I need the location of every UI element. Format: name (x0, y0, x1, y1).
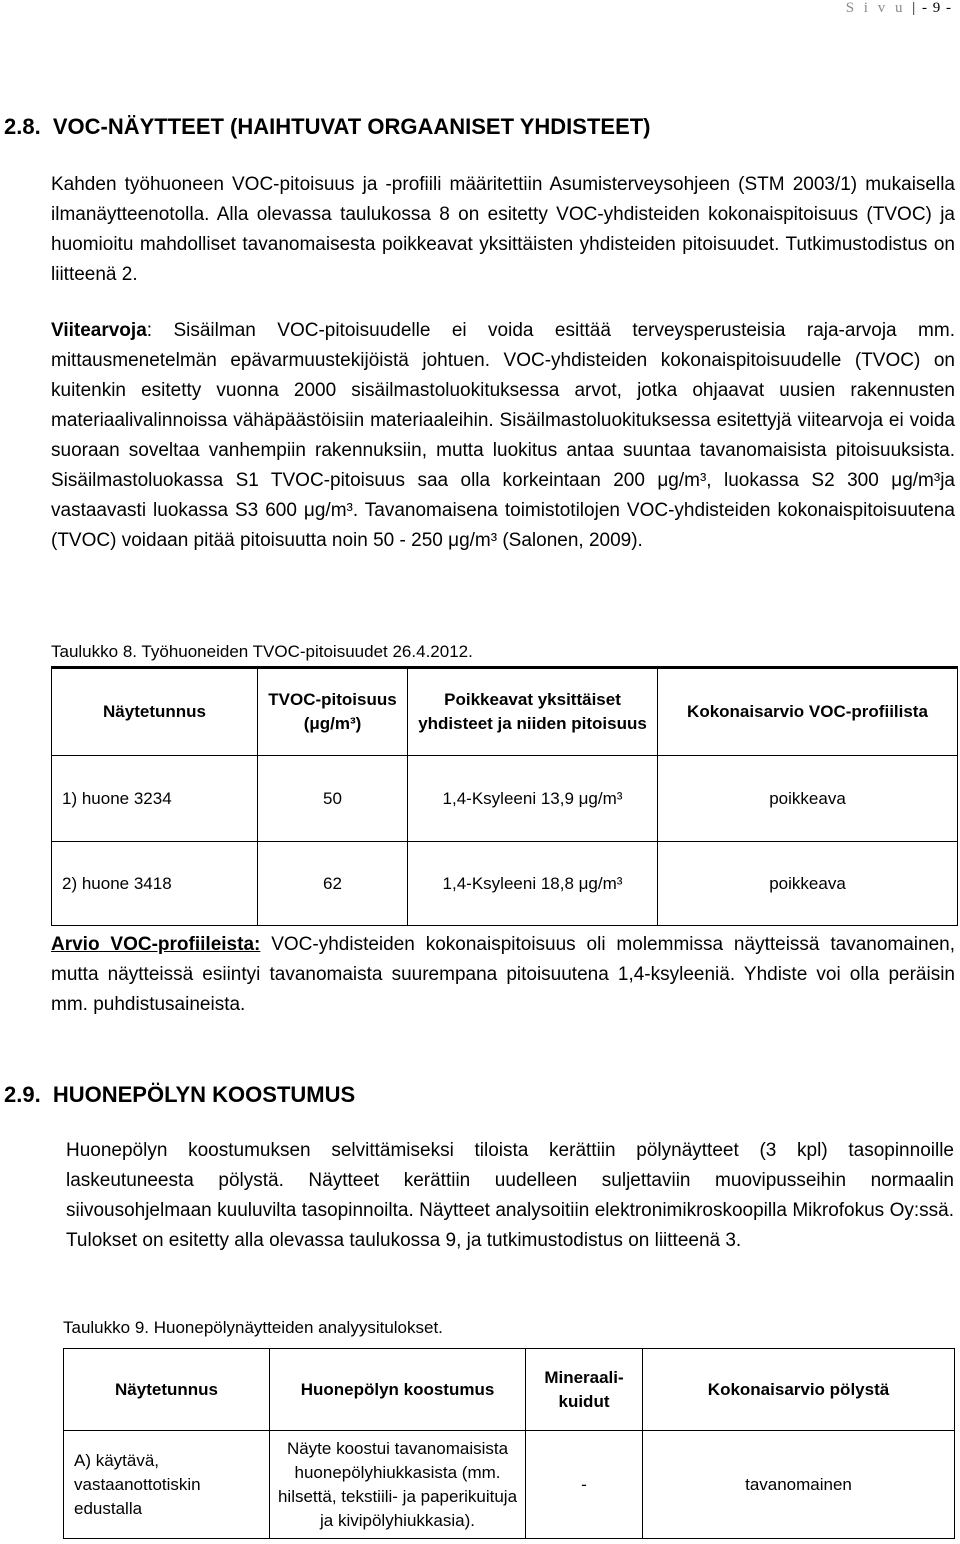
section-title: VOC-NÄYTTEET (HAIHTUVAT ORGAANISET YHDISTEET) (52, 114, 651, 139)
cell-composition: Näyte koostui tavanomaisista huonepölyhiukkasista (mm. hilsettä, tekstiili- ja paperikuituja ja kivipölyhiukkasia). (270, 1431, 526, 1539)
section-title: HUONEPÖLYN KOOSTUMUS (52, 1082, 356, 1107)
header-composition: Huonepölyn koostumus (270, 1349, 526, 1431)
cell-assessment: poikkeava (658, 756, 958, 842)
cell-assessment: tavanomainen (643, 1431, 955, 1539)
intro-paragraph: Kahden työhuoneen VOC-pitoisuus ja -profiili määritettiin Asumisterveysohjeen (STM 2003/1) mukaisella ilmanäytteenotolla. Alla olevassa taulukossa 8 on esitetty VOC-yhdisteiden kokonaispitoisuus (TVOC) ja huomioitu mahdolliset tavanomaisesta poikkeavat yksittäisten yhdisteiden pitoisuudet. Tutkimustodistus on liitteenä 2. (51, 174, 955, 285)
guide-values-text (51, 316, 955, 556)
header-sample-id: Näytetunnus (64, 1349, 270, 1431)
cell-mineral-fibres: - (526, 1431, 643, 1539)
table-row (52, 842, 958, 926)
guide-values-body: : Sisäilman VOC-pitoisuudelle ei voida esittää terveysperusteisia raja-arvoja mm. mittausmenetelmän epävarmuustekijöistä johtuen. VOC-yhdisteiden kokonaispitoisuudelle (TVOC) on kuitenkin esitetty vuonna 2000 sisäilmastoluokituksessa arvot, jotka ohjaavat uusien rakennusten materiaalivalinnoissa vähäpäästöisiin materiaaleihin. Sisäilmastoluokituksessa esitettyjä viitearvoja ei voida suoraan soveltaa vanhempiin rakennuksiin, mutta luokitus antaa suuntaa tavanomaisista pitoisuuksista. Sisäilmastoluokassa S1 TVOC-pitoisuus saa olla korkeintaan 200 μg/m³, luokassa S2 300 μg/m³ja vastaavasti luokassa S3 600 μg/m³. Tavanomaisena toimistotilojen VOC-yhdisteiden kokonaispitoisuutena (TVOC) voidaan pitää pitoisuutta noin 50 - 250 μg/m³ (Salonen, 2009). (51, 320, 955, 551)
header-tvoc: TVOC-pitoisuus (μg/m³) (258, 668, 408, 756)
page-label: S i v u (845, 0, 906, 16)
guide-values-paragraph (51, 316, 955, 556)
cell-sample-id: 1) huone 3234 (52, 756, 258, 842)
table-8 (51, 666, 958, 926)
section-heading-2-8 (4, 114, 651, 140)
voc-assessment-label: Arvio VOC-profiileista: (51, 934, 261, 955)
cell-tvoc: 62 (258, 842, 408, 926)
table-row (64, 1431, 955, 1539)
table-row (52, 756, 958, 842)
header-assessment: Kokonaisarvio pölystä (643, 1349, 955, 1431)
header-deviating-compounds: Poikkeavat yksittäiset yhdisteet ja niiden pitoisuus (408, 668, 658, 756)
table-8-header-row (52, 668, 958, 756)
cell-deviating: 1,4-Ksyleeni 13,9 μg/m³ (408, 756, 658, 842)
cell-assessment: poikkeava (658, 842, 958, 926)
table-9-header-row (64, 1349, 955, 1431)
cell-deviating: 1,4-Ksyleeni 18,8 μg/m³ (408, 842, 658, 926)
table-8-caption: Taulukko 8. Työhuoneiden TVOC-pitoisuudet 26.4.2012. (51, 642, 473, 661)
section-2-8-intro (51, 170, 955, 290)
header-mineral-fibres: Mineraali-kuidut (526, 1349, 643, 1431)
cell-tvoc: 50 (258, 756, 408, 842)
table-9-caption: Taulukko 9. Huonepölynäytteiden analyysitulokset. (63, 1318, 443, 1337)
voc-assessment-paragraph (51, 930, 955, 1020)
section-number: 2.9. (4, 1082, 41, 1107)
header-sample-id: Näytetunnus (52, 668, 258, 756)
voc-assessment-text (51, 930, 955, 1020)
section-heading-2-9 (4, 1082, 355, 1108)
intro-paragraph: Huonepölyn koostumuksen selvittämiseksi tiloista kerättiin pölynäytteet (3 kpl) tasopinnoille laskeutuneesta pölystä. Näytteet kerättiin uudelleen suljettaviin muovipusseihin normaalin siivousohjelmaan kuuluvilta tasopinnoilta. Näytteet analysoitiin elektronimikroskoopilla Mikrofokus Oy:ssä. Tulokset on esitetty alla olevassa taulukossa 9, ja tutkimustodistus on liitteenä 3. (66, 1140, 954, 1251)
cell-sample-id: 2) huone 3418 (52, 842, 258, 926)
page-number: - 9 - (922, 0, 952, 16)
cell-sample-id: A) käytävä, vastaanottotiskin edustalla (64, 1431, 270, 1539)
section-number: 2.8. (4, 114, 41, 139)
page-header (846, 0, 952, 17)
table-9 (63, 1348, 955, 1539)
section-2-9-intro (66, 1136, 954, 1256)
page-separator: | (912, 0, 916, 16)
header-assessment: Kokonaisarvio VOC-profiilista (658, 668, 958, 756)
voc-assessment-body: VOC-yhdisteiden kokonaispitoisuus oli molemmissa näytteissä tavanomainen, mutta näytteissä esiintyi tavanomaista suurempana pitoisuutena 1,4-ksyleeniä. Yhdiste voi olla peräisin mm. puhdistusaineista. (51, 934, 955, 1015)
guide-values-label: Viitearvoja (51, 320, 147, 341)
